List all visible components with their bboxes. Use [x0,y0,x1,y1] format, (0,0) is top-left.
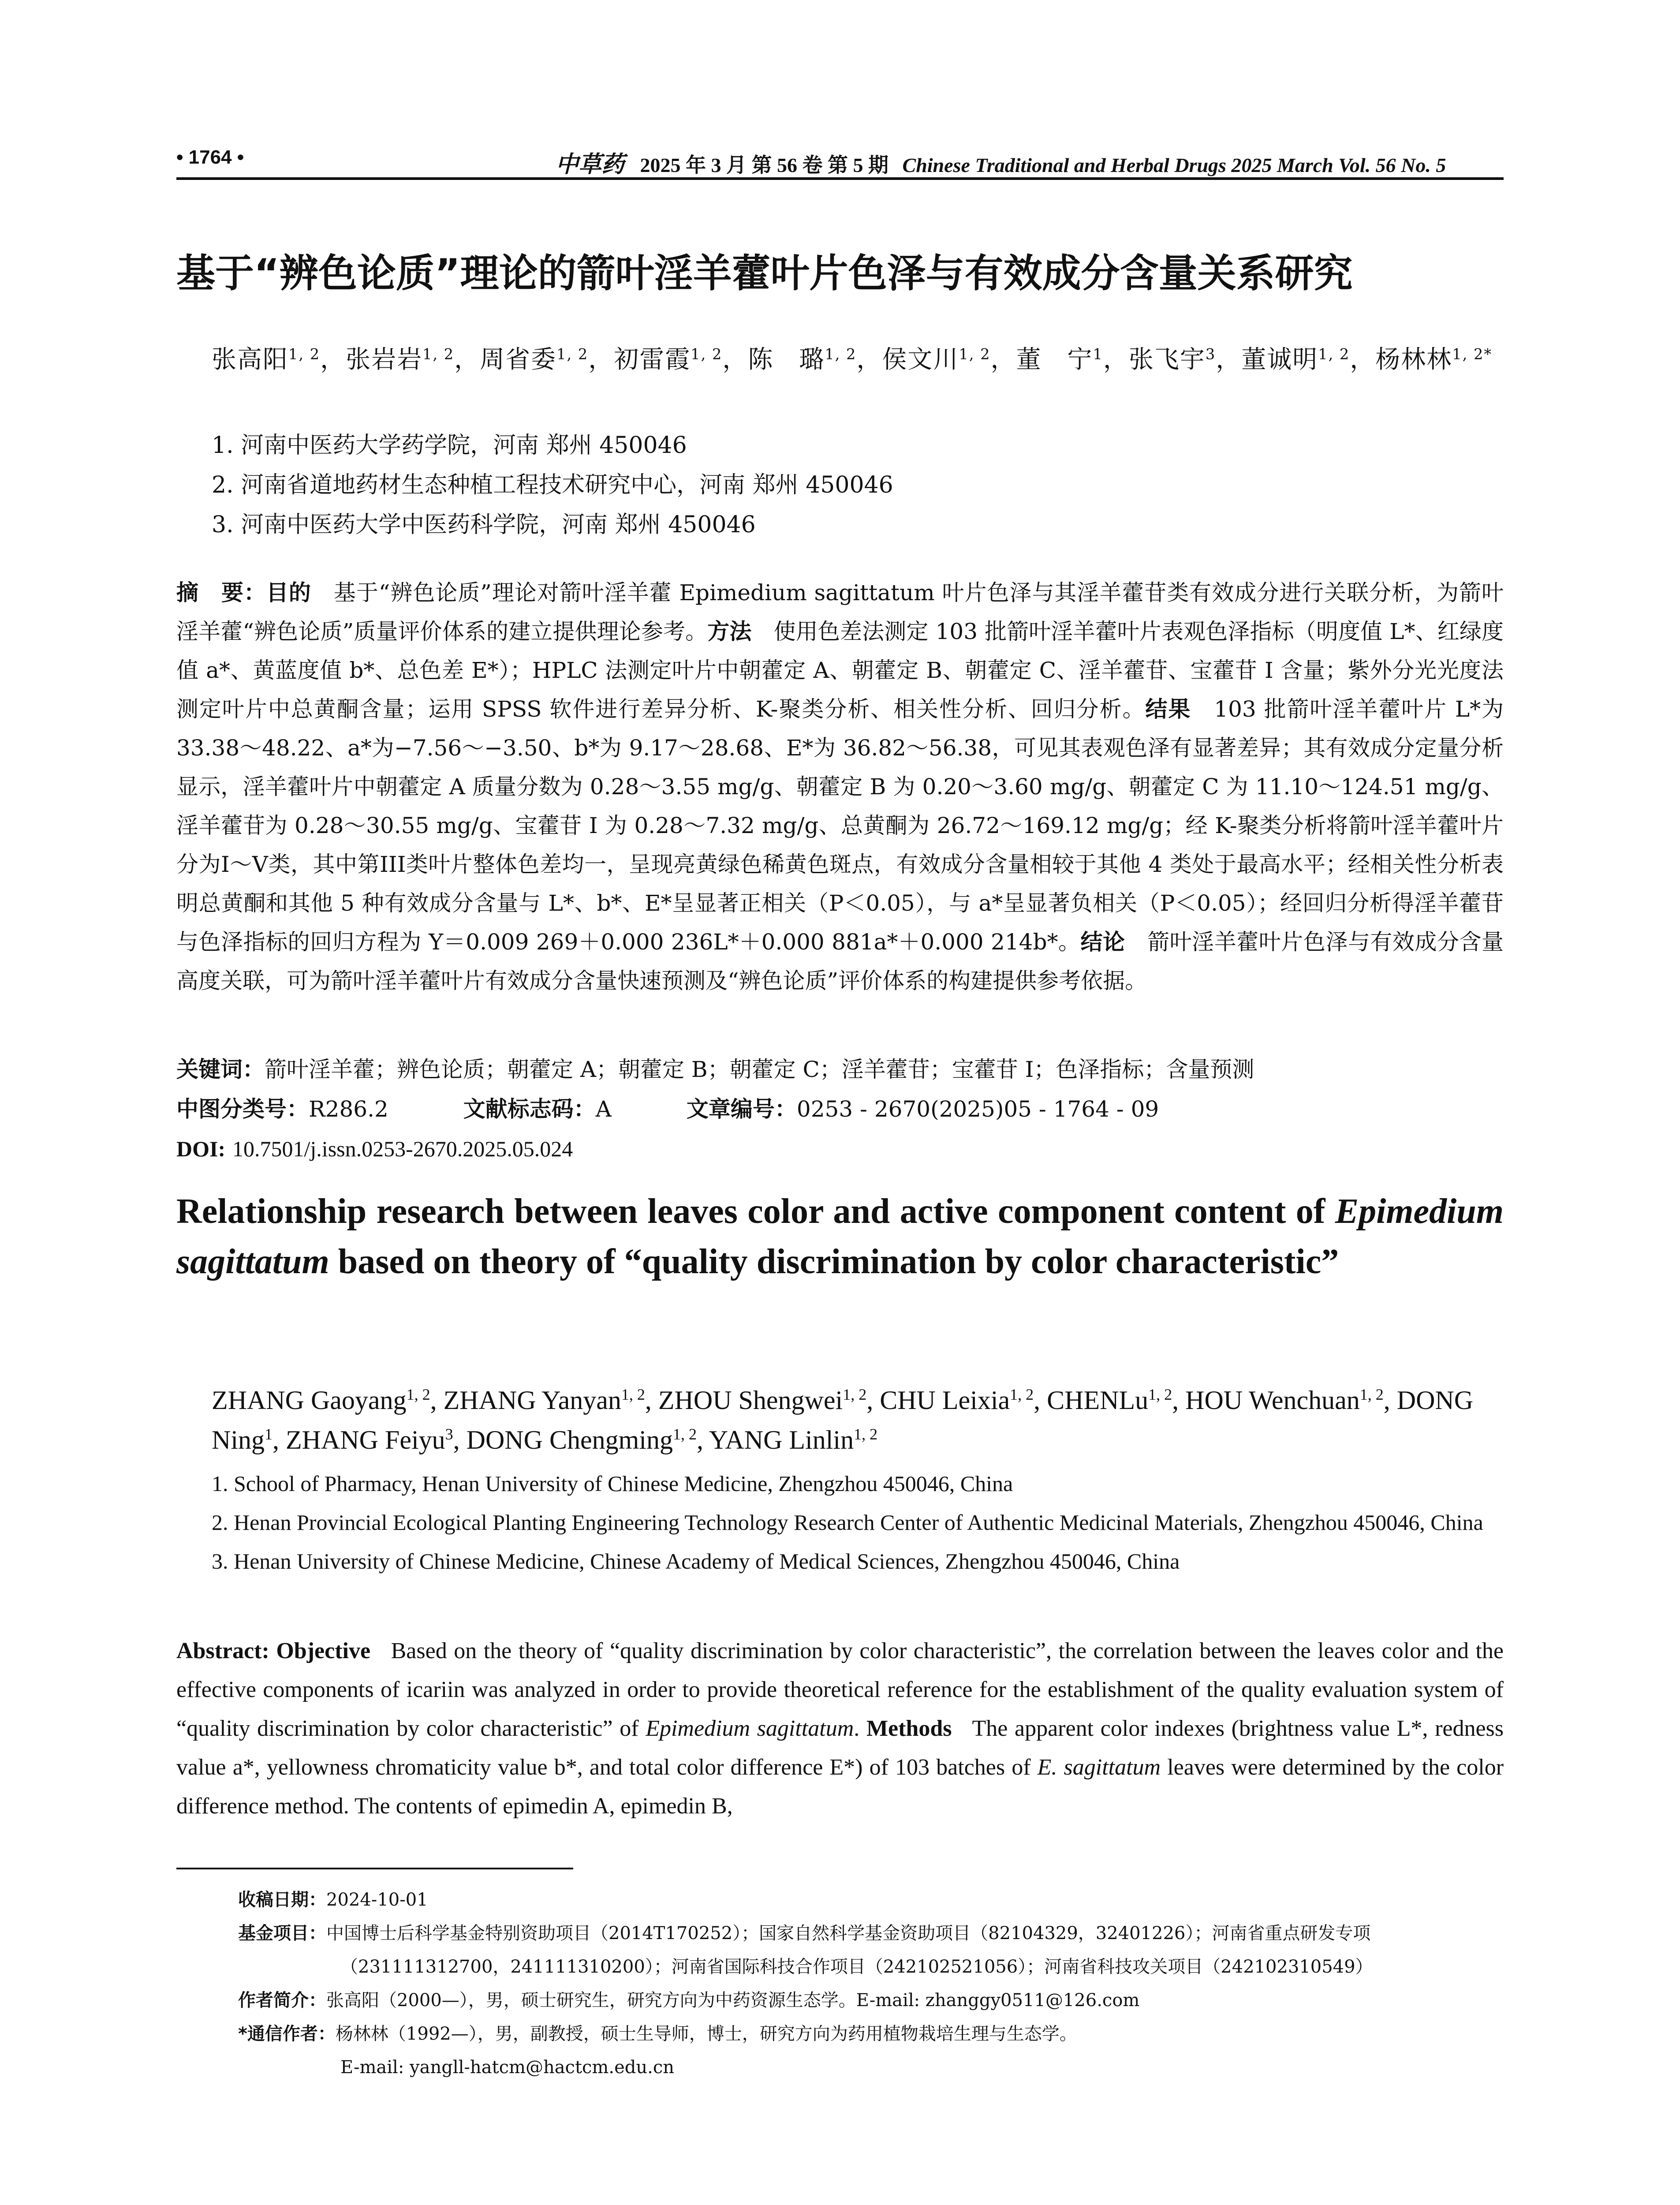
en-affiliation: 2. Henan Provincial Ecological Planting Engineering Technology Research Center of Authentic Medicinal Materials, Zhengzhou 450046, China [212,1510,1483,1535]
page-number: • 1764 • [176,146,244,168]
cn-objective: 基于“辨色论质”理论对箭叶淫羊藿 Epimedium sagittatum 叶片色泽与其淫羊藿苷类有效成分进行关联分析，为箭叶淫羊藿“辨色论质”质量评价体系的建立提供理论参考。 [176,580,1504,644]
author-affiliation-sup: 1, 2 [1318,345,1350,363]
received-label: 收稿日期： [238,1890,326,1910]
cn-affiliation: 1. 河南中医药大学药学院，河南 郑州 450046 [212,432,687,459]
journal-info [556,146,1446,179]
author-name: 陈 璐 [748,345,825,374]
journal-logo: 中草药 [556,151,625,178]
author-affiliation-sup: 1, 2 [621,1386,645,1403]
author-affiliation-sup: 1, 2* [1452,345,1493,363]
footnote-rule [176,1868,573,1869]
doi-line [176,1129,1504,1169]
author-name: 张高阳 [212,345,288,374]
author-affiliation-sup: 1, 2 [422,345,455,363]
author-name: DONG Chengming [466,1425,673,1454]
author-affiliation-sup: 1 [265,1425,273,1443]
author-name: CHENLu [1047,1386,1149,1415]
en-title-species: Epimedium sagittatum [176,1192,1504,1281]
author-name: ZHANG Yanyan [443,1386,621,1415]
doc-code: A [595,1096,612,1122]
footnote [238,1883,1504,2084]
issue-cn: 2025 年 3 月 第 56 卷 第 5 期 [640,154,889,176]
author-affiliation-sup: 1, 2 [288,345,321,363]
cn-conclusion: 箭叶淫羊藿叶片色泽与有效成分含量高度关联，可为箭叶淫羊藿叶片有效成分含量快速预测及“辨色论质”评价体系的构建提供参考依据。 [176,929,1504,994]
fund-line [238,1917,1504,1950]
author-name: 杨林林 [1375,345,1452,374]
author-affiliation-sup: 3 [445,1425,453,1443]
corr-email: E-mail: yangll-hatcm@hactcm.edu.cn [340,2057,674,2078]
cn-affiliations [212,426,1490,545]
bio-line [238,1984,1504,2017]
classification-line [176,1089,1504,1129]
doi-link[interactable]: 10.7501/j.issn.0253-2670.2025.05.024 [232,1136,573,1161]
en-title-part1: Relationship research between leaves color and active component content of [176,1192,1325,1231]
corr-line [238,2017,1504,2051]
keywords: 箭叶淫羊藿；辨色论质；朝藿定 A；朝藿定 B；朝藿定 C；淫羊藿苷；宝藿苷 I；色泽指标；含量预测 [265,1057,1254,1082]
received-line [238,1883,1504,1917]
en-methods-species: E. sagittatum [1037,1755,1161,1780]
doi-label: DOI: [176,1136,226,1161]
author-affiliation-sup: 1, 2 [959,345,991,363]
author-name: ZHANG Gaoyang [212,1386,407,1415]
en-methods-label: Methods [866,1716,952,1741]
author-name: HOU Wenchuan [1185,1386,1360,1415]
cn-affiliation: 3. 河南中医药大学中医药科学院，河南 郑州 450046 [212,512,756,538]
author-affiliation-sup: 1, 2 [825,345,857,363]
keywords-label: 关键词： [176,1057,265,1082]
author-affiliation-sup: 1 [1093,345,1103,363]
en-affiliations [212,1464,1504,1581]
en-affiliation: 1. School of Pharmacy, Henan University of Chinese Medicine, Zhengzhou 450046, China [212,1471,1013,1496]
author-affiliation-sup: 1, 2 [672,1425,697,1443]
cn-methods: 使用色差法测定 103 批箭叶淫羊藿叶片表观色泽指标（明度值 L*、红绿度值 a*、黄蓝度值 b*、总色差 E*）；HPLC 法测定叶片中朝藿定 A、朝藿定 B、朝藿定 C、淫羊藿苷、宝藿苷 I 含量；紫外分光光度法测定叶片中总黄酮含量；运用 SPSS 软件进行差异分析、K-聚类分析、相关性分析、回归分析。 [176,619,1504,722]
cn-metadata [176,1050,1504,1169]
author-name: 董 宁 [1016,345,1093,374]
author-affiliation-sup: 1, 2 [691,345,723,363]
author-name: 张岩岩 [346,345,423,374]
clc-code: R286.2 [309,1096,388,1122]
en-methods: The apparent color indexes (brightness value L*, redness value a*, yellowness chromaticity value b*, and total color difference E*) of 103 batches of [176,1716,1504,1780]
author-name: ZHOU Shengwei [658,1386,843,1415]
article-no-label: 文章编号： [686,1096,797,1122]
article-no: 0253 - 2670(2025)05 - 1764 - 09 [796,1096,1159,1122]
cn-abstract [176,573,1504,1000]
author-name: YANG Linlin [709,1425,854,1454]
en-objective: Based on the theory of “quality discrimination by color characteristic”, the correlation between the leaves color and the effective components of icariin was analyzed in order to provide theoretical reference for the establishment of the quality evaluation system of “quality discrimination by color characteristic” of [176,1638,1504,1741]
author-name: DONG Ning [212,1386,1474,1454]
fund-text: 中国博士后科学基金特别资助项目（2014T170252）；国家自然科学基金资助项目（82104329，32401226）；河南省重点研发专项 [326,1923,1371,1943]
corr-label: *通信作者： [238,2024,336,2044]
author-affiliation-sup: 1, 2 [1148,1386,1172,1403]
cn-abstract-label: 摘 要： [176,580,266,605]
author-affiliation-sup: 1, 2 [1010,1386,1034,1403]
cn-results-label: 结果 [1145,696,1191,722]
author-name: 周省委 [480,345,557,374]
cn-authors: 张高阳$^{1, 2}$，张岩岩$^{1, 2}$，周省委$^{1, 2}$，初雷霞$^{1, 2}$，陈 璐$^{1, 2}$，侯文川$^{1, 2}$，董 宁$^1$，张飞宇$^3$，董诚明$^{1, 2}$，杨林林$^{1, 2*}$ [212,345,1493,374]
corr-text: 杨林林（1992—），男，副教授，硕士生导师，博士，研究方向为药用植物栽培生理与生态学。 [335,2024,1077,2044]
fund-label: 基金项目： [238,1923,326,1943]
en-authors: ZHANG Gaoyang$^{1, 2}$, ZHANG Yanyan$^{1, 2}$, ZHOU Shengwei$^{1, 2}$, CHU Leixia$^{1, 2}$, CHENLu$^{1, 2}$, HOU Wenchuan$^{1, 2}$, DONG Ning$^1$, ZHANG Feiyu$^3$, DONG Chengming$^{1, 2}$, YANG Linlin$^{1, 2}$ [212,1386,1474,1454]
bio-text: 张高阳（2000—），男，硕士研究生，研究方向为中药资源生态学。E-mail: zhanggy0511@126.com [326,1990,1140,2011]
en-title-part2: based on theory of “quality discrimination by color characteristic” [338,1242,1339,1281]
author-affiliation-sup: 1, 2 [556,345,589,363]
running-header [176,140,1504,180]
header-rule [176,177,1504,180]
en-affiliation: 3. Henan University of Chinese Medicine, Chinese Academy of Medical Sciences, Zhengzhou 450046, China [212,1549,1180,1573]
author-name: CHU Leixia [880,1386,1010,1415]
author-affiliation-sup: 3 [1205,345,1216,363]
cn-affiliation: 2. 河南省道地药材生态种植工程技术研究中心，河南 郑州 450046 [212,472,893,498]
author-name: ZHANG Feiyu [286,1425,445,1454]
en-objective-species: Epimedium sagittatum [646,1716,854,1741]
en-objective-label: Objective [276,1638,371,1663]
author-affiliation-sup: 1, 2 [854,1425,878,1443]
cn-conclusion-label: 结论 [1080,929,1125,955]
en-title [176,1186,1504,1287]
author-affiliation-sup: 1, 2 [843,1386,867,1403]
received-date: 2024-10-01 [326,1890,428,1910]
en-abstract: Abstract: Objective Based on the theory of “quality discrimination by color characteristic”, the correlation between the leaves color and the effective components of icariin was analyzed in order to provide theoretical reference for the establishment of the quality evaluation system of “quality discrimination by color characteristic” of Epimedium sagittatum. Methods The apparent color indexes (brightness value L*, redness value a*, yellowness chromaticity value b*, and total color difference E*) of 103 batches of E. sagittatum leaves were determined by the color difference method. The contents of epimedin A, epimedin B, [176,1638,1504,1819]
keywords-line [176,1050,1504,1089]
author-affiliation-sup: 1, 2 [1359,1386,1384,1403]
journal-en: Chinese Traditional and Herbal Drugs 2025 March Vol. 56 No. 5 [902,154,1446,176]
en-abstract-label: Abstract: [176,1638,269,1663]
author-name: 张飞宇 [1128,345,1206,374]
cn-title: 基于“辨色论质”理论的箭叶淫羊藿叶片色泽与有效成分含量关系研究 [176,250,1353,296]
cn-methods-label: 方法 [707,619,752,644]
clc-label: 中图分类号： [176,1096,309,1122]
cn-results: 103 批箭叶淫羊藿叶片 L*为 33.38～48.22、a*为−7.56～−3.50、b*为 9.17～28.68、E*为 36.82～56.38，可见其表观色泽有显著差异；其有效成分定量分析显示，淫羊藿叶片中朝藿定 A 质量分数为 0.28～3.55 mg/g、朝藿定 B 为 0.20～3.60 mg/g、朝藿定 C 为 11.10～124.51 mg/g、淫羊藿苷为 0.28～30.55 mg/g、宝藿苷 I 为 0.28～7.32 mg/g、总黄酮为 26.72～169.12 mg/g；经 K-聚类分析将箭叶淫羊藿叶片分为I～V类，其中第III类叶片整体色差均一，呈现亮黄绿色稀黄色斑点，有效成分含量相较于其他 4 类处于最高水平；经相关性分析表明总黄酮和其他 5 种有效成分含量与 L*、b*、E*呈显著正相关（P＜0.05），与 a*呈显著负相关（P＜0.05）；经回归分析得淫羊藿苷与色泽指标的回归方程为 Y＝0.009 269＋0.000 236L*＋0.000 881a*＋0.000 214b*。 [176,696,1504,955]
doc-code-label: 文献标志码： [463,1096,596,1122]
author-name: 初雷霞 [614,345,691,374]
author-name: 董诚明 [1241,345,1318,374]
author-affiliation-sup: 1, 2 [406,1386,430,1403]
author-name: 侯文川 [882,345,959,374]
en-methods-cont: leaves were determined by the color difference method. The contents of epimedin A, epimedin B, [176,1755,1504,1819]
cn-objective-label: 目的 [266,580,311,605]
bio-label: 作者简介： [238,1990,326,2011]
fund-line-cont: （231111312700，241111310200）；河南省国际科技合作项目（242102521056）；河南省科技攻关项目（242102310549） [340,1957,1373,1977]
